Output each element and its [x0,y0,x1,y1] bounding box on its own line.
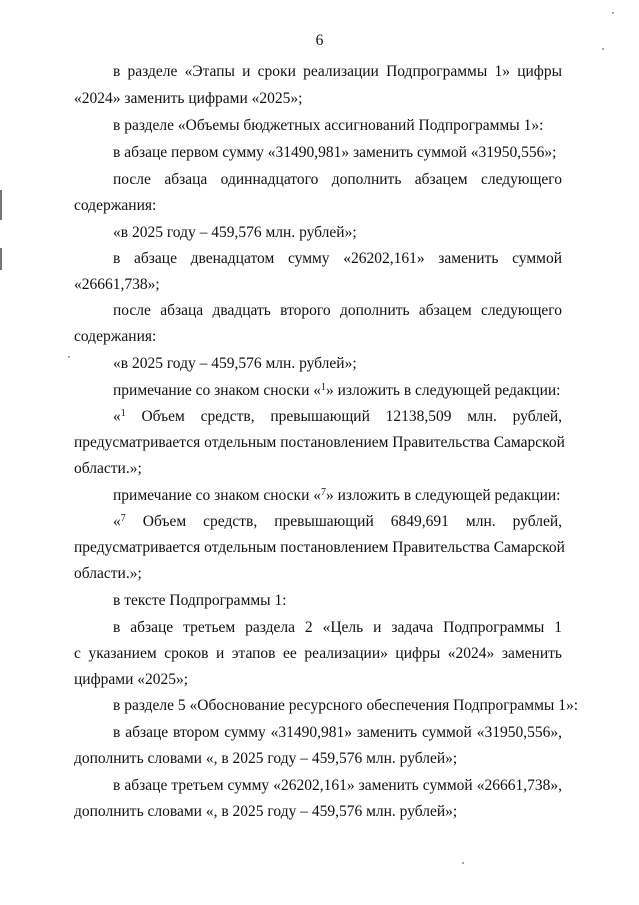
text-line: с указанием сроков и этапов ее реализации» цифры «2024» заменить [74,645,562,662]
text-line: предусматривается отдельным постановлением Правительства Самарской [74,434,565,451]
text-line: содержания: [74,328,157,345]
footnote-mark: 7 [120,513,126,524]
text-line: «в 2025 году – 459,576 млн. рублей»; [113,355,357,372]
text-line: в абзаце третьем раздела 2 «Цель и задача Подпрограммы 1 [113,619,562,636]
text-line: в тексте Подпрограммы 1: [113,592,287,609]
text-line [113,512,562,532]
scan-speck [612,12,614,14]
page-number: 6 [315,32,324,49]
scan-margin-mark [0,190,2,220]
text-line: дополнить словами «, в 2025 году – 459,576 млн. рублей»; [74,750,458,767]
text-span: « [113,513,121,530]
text-line: «26661,738»; [74,276,160,293]
text-line: области.»; [74,460,142,477]
footnote-mark: 7 [321,487,326,498]
text-line: «в 2025 году – 459,576 млн. рублей»; [113,224,357,241]
text-line: «2024» заменить цифрами «2025»; [74,90,303,107]
text-line: в разделе «Этапы и сроки реализации Подпрограммы 1» цифры [113,63,562,80]
text-line: области.»; [74,565,142,582]
text-span: » изложить в следующей редакции: [326,382,561,399]
scan-speck [462,862,464,864]
text-line [113,381,560,401]
text-line: в абзаце двенадцатом сумму «26202,161» заменить суммой [113,250,562,267]
text-line: предусматривается отдельным постановлением Правительства Самарской [74,539,565,556]
text-line: после абзаца одиннадцатого дополнить абзацем следующего [113,171,562,188]
text-line: в абзаце первом сумму «31490,981» заменить суммой «31950,556»; [113,144,557,161]
text-span: Объем средств, превышающий 6849,691 млн. рублей, [125,513,562,530]
text-line: цифрами «2025»; [74,671,189,688]
text-span: примечание со знаком сноски « [113,487,321,504]
text-line: в разделе «Объемы бюджетных ассигнований Подпрограммы 1»: [113,117,544,134]
text-line: содержания: [74,197,157,214]
text-line: в абзаце третьем сумму «26202,161» заменить суммой «26661,738», [113,777,562,794]
text-span: примечание со знаком сноски « [113,382,321,399]
text-line: дополнить словами «, в 2025 году – 459,576 млн. рублей»; [74,803,458,820]
text-line: после абзаца двадцать второго дополнить абзацем следующего [113,302,562,319]
scan-margin-mark [0,248,2,270]
text-line [113,486,560,506]
text-span: Объем средств, превышающий 12138,509 млн. рублей, [125,408,562,425]
footnote-mark: 1 [120,408,126,419]
scan-speck [68,356,70,358]
text-line [113,407,562,427]
text-line: в разделе 5 «Обоснование ресурсного обеспечения Подпрограммы 1»: [113,697,578,714]
footnote-mark: 1 [321,382,326,393]
text-line: в абзаце втором сумму «31490,981» заменить суммой «31950,556», [113,724,562,741]
text-span: « [113,408,121,425]
text-span: » изложить в следующей редакции: [326,487,561,504]
scan-speck [602,48,604,50]
